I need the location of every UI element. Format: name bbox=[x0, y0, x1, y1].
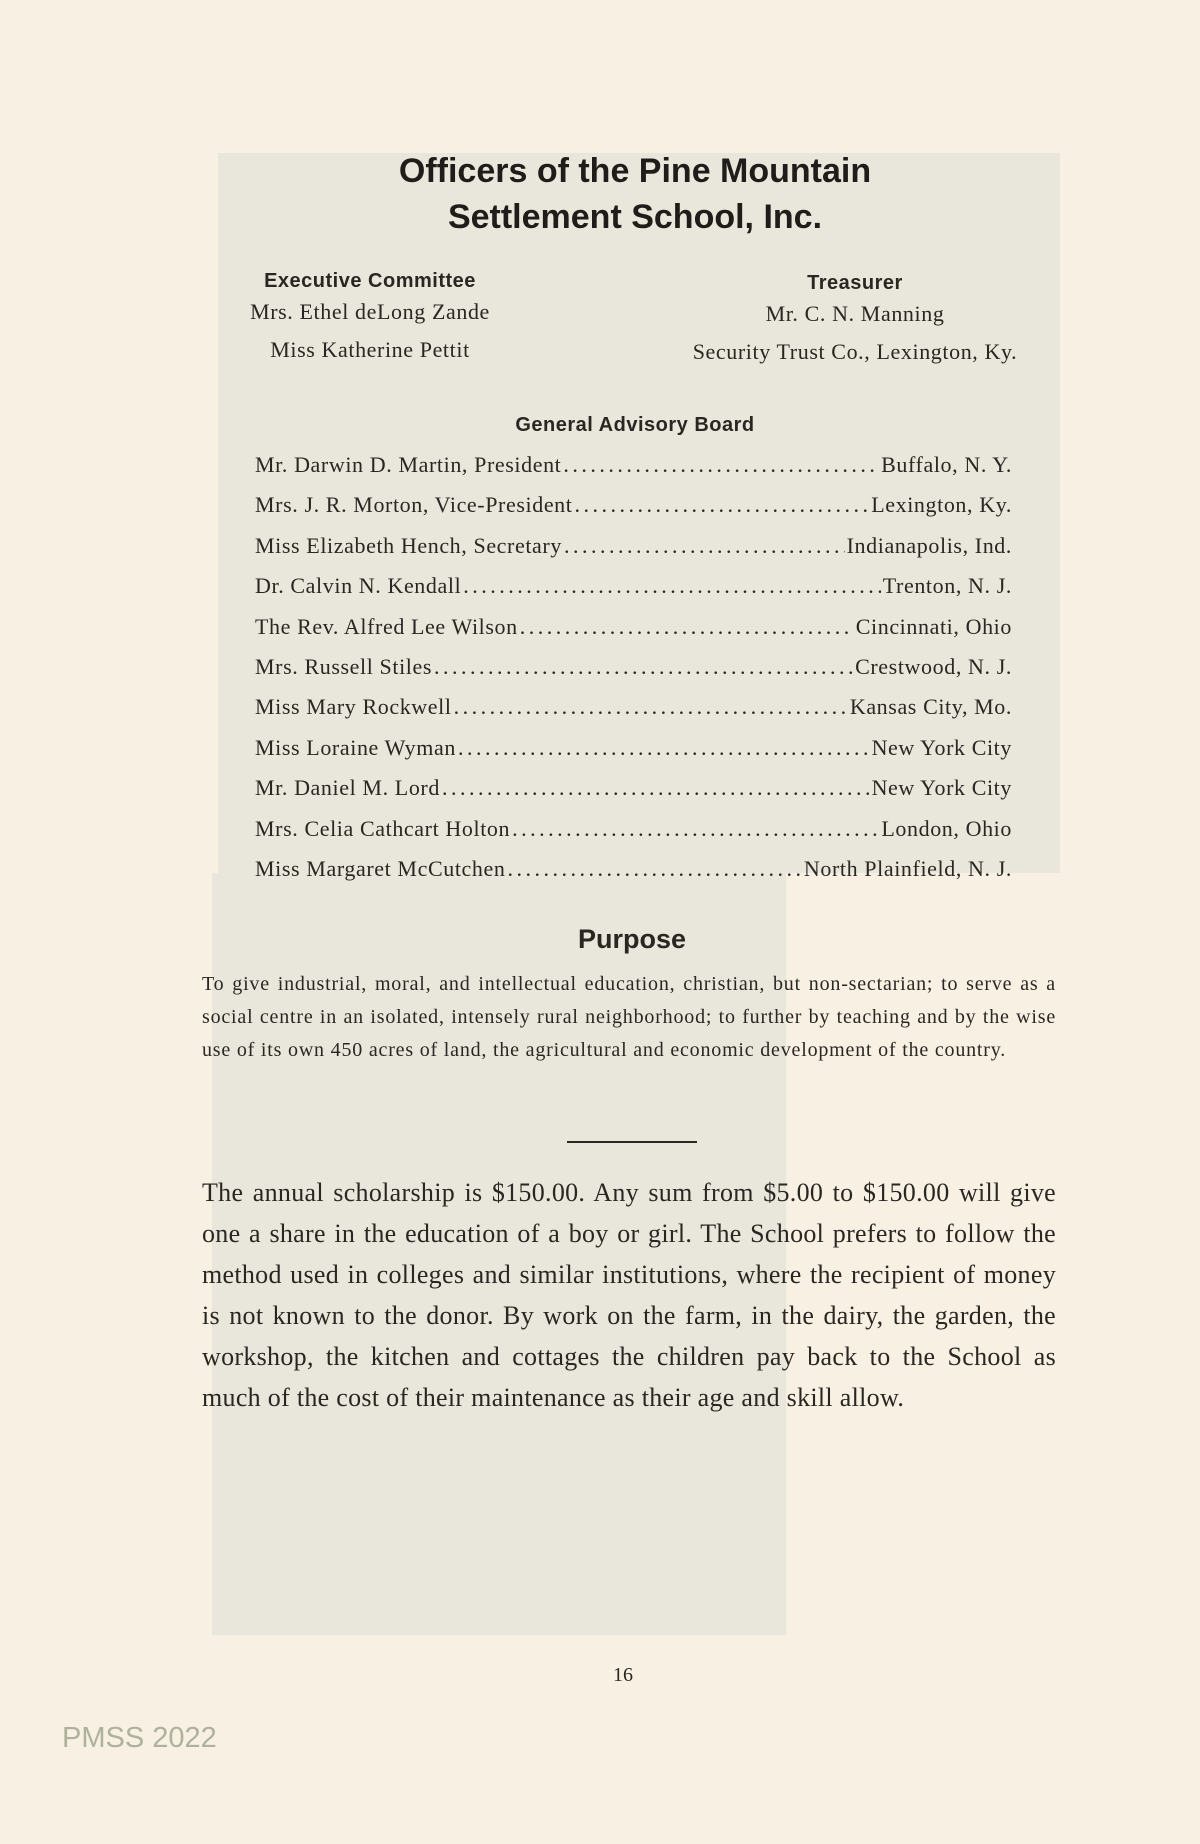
board-member-row bbox=[255, 856, 1012, 882]
board-member-name: Miss Elizabeth Hench, Secretary bbox=[255, 532, 562, 558]
board-member-name: Dr. Calvin N. Kendall bbox=[255, 573, 462, 599]
board-member-place: London, Ohio bbox=[881, 815, 1012, 841]
leader-dots bbox=[563, 452, 879, 478]
purpose-text: To give industrial, moral, and intellectual education, christian, but non-sectarian; to serve as a social centre in an isolated, intensely rural neighborhood; to further by teaching and by the wise use of its own 450 acres of land, the agricultural and economic development of the country. bbox=[202, 973, 1056, 1061]
page-title-line1: Officers of the Pine Mountain bbox=[398, 152, 872, 190]
board-member-row bbox=[255, 816, 1012, 842]
board-member-row bbox=[255, 452, 1012, 478]
board-member-place: Indianapolis, Ind. bbox=[846, 532, 1012, 558]
board-member-row bbox=[255, 694, 1012, 720]
executive-committee bbox=[205, 270, 535, 363]
board-member-row bbox=[255, 492, 1012, 518]
leader-dots bbox=[520, 614, 854, 640]
executive-member: Miss Katherine Pettit bbox=[270, 337, 470, 362]
page-title-line2: Settlement School, Inc. bbox=[447, 198, 823, 236]
leader-dots bbox=[507, 856, 801, 882]
scholarship-paragraph: The annual scholarship is $150.00. Any sum from $5.00 to $150.00 will give one a share in the education of a boy or girl. The School prefers to follow the method used in colleges and similar institutions, where the recipient of money is not known to the donor. By work on the farm, in the dairy, the garden, the workshop, the kitchen and cottages the children pay back to the School as much of the cost of their maintenance as their age and skill allow. bbox=[202, 1178, 1056, 1412]
page-number: 16 bbox=[613, 1664, 633, 1686]
leader-dots bbox=[454, 694, 848, 720]
board-member-place: North Plainfield, N. J. bbox=[803, 856, 1012, 881]
board-member-name: Mrs. Russell Stiles bbox=[255, 654, 433, 679]
treasurer bbox=[640, 272, 1070, 365]
divider bbox=[567, 1141, 697, 1143]
board-member-place: Lexington, Ky. bbox=[871, 492, 1012, 518]
leader-dots bbox=[564, 533, 845, 559]
leader-dots bbox=[575, 492, 870, 518]
board-member-row bbox=[255, 573, 1012, 599]
board-member-row bbox=[255, 614, 1012, 640]
board-member-name: Miss Loraine Wyman bbox=[255, 734, 456, 760]
board-member-name: Mrs. Celia Cathcart Holton bbox=[255, 815, 511, 841]
treasurer-name: Mr. C. N. Manning bbox=[765, 301, 945, 326]
leader-dots bbox=[463, 573, 880, 599]
board-member-name: The Rev. Alfred Lee Wilson bbox=[255, 613, 518, 639]
leader-dots bbox=[458, 735, 870, 761]
board-member-name: Mrs. J. R. Morton, Vice-President bbox=[255, 492, 573, 518]
leader-dots bbox=[512, 816, 879, 842]
board-member-place: Buffalo, N. Y. bbox=[881, 452, 1012, 477]
board-member-name: Miss Margaret McCutchen bbox=[255, 856, 506, 881]
board-member-name: Mr. Daniel M. Lord bbox=[255, 775, 440, 801]
board-member-place: Trenton, N. J. bbox=[882, 573, 1012, 599]
executive-committee-heading: Executive Committee bbox=[264, 270, 476, 292]
leader-dots bbox=[442, 775, 870, 801]
board-member-place: Kansas City, Mo. bbox=[849, 694, 1012, 720]
board-member-row bbox=[255, 775, 1012, 801]
treasurer-heading: Treasurer bbox=[807, 272, 903, 294]
advisory-board-heading: General Advisory Board bbox=[515, 414, 755, 436]
board-member-name: Miss Mary Rockwell bbox=[255, 694, 452, 720]
board-member-place: Cincinnati, Ohio bbox=[855, 613, 1012, 639]
board-member-row bbox=[255, 654, 1012, 680]
board-member-name: Mr. Darwin D. Martin, President bbox=[255, 452, 562, 477]
leader-dots bbox=[434, 654, 853, 680]
board-member-place: New York City bbox=[871, 775, 1012, 801]
executive-member: Mrs. Ethel deLong Zande bbox=[250, 299, 490, 324]
treasurer-affiliation: Security Trust Co., Lexington, Ky. bbox=[692, 339, 1018, 364]
board-member-place: Crestwood, N. J. bbox=[855, 654, 1012, 679]
board-member-place: New York City bbox=[871, 734, 1012, 760]
board-member-row bbox=[255, 735, 1012, 761]
purpose-heading: Purpose bbox=[577, 924, 687, 954]
board-member-row bbox=[255, 533, 1012, 559]
watermark: PMSS 2022 bbox=[62, 1722, 217, 1754]
